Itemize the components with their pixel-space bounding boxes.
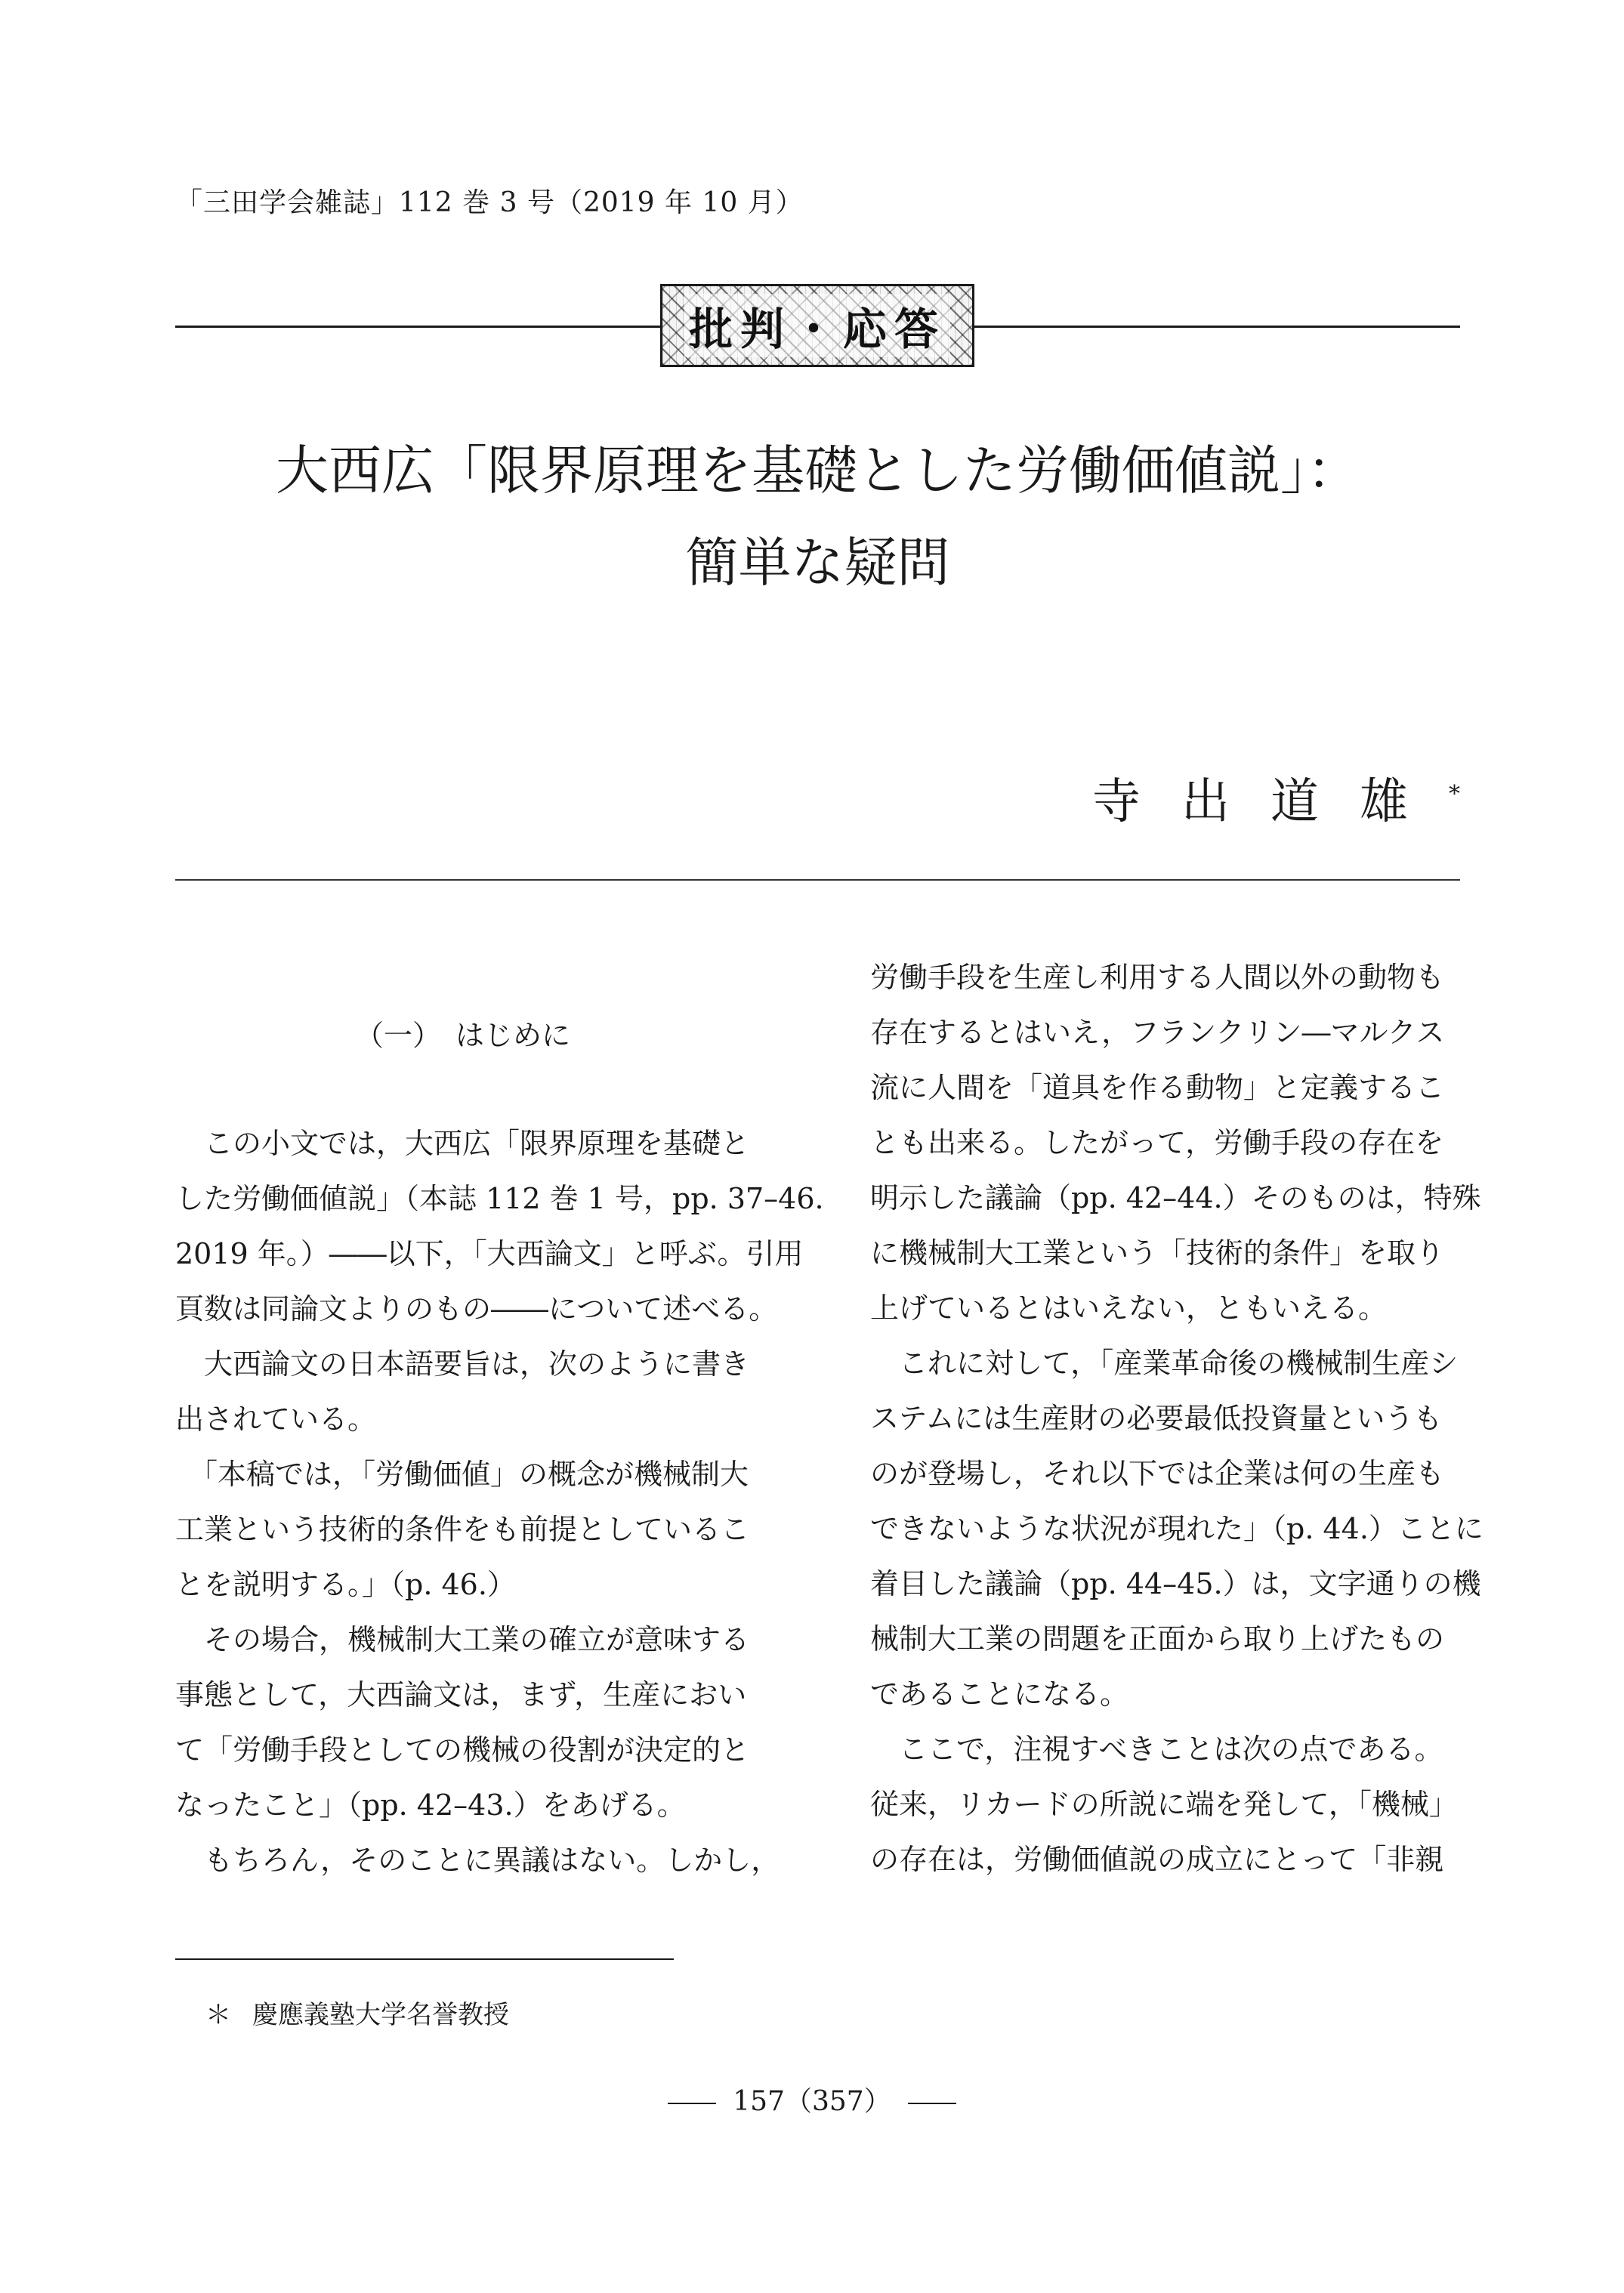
page-number-text: 157（357）: [733, 2086, 891, 2117]
paragraph-line: もちろん，そのことに異議はない。しかし，: [204, 1844, 780, 1877]
paragraph-line: 大西論文の日本語要旨は，次のように書き: [204, 1347, 750, 1381]
paragraph-line: した労働価値説」（本誌 112 巻 1 号，pp. 37–46.: [175, 1182, 824, 1215]
article-title-line2: 簡単な疑問: [685, 532, 950, 594]
paragraph-line: ここで，注視すべきことは次の点である。: [899, 1733, 1443, 1766]
paragraph-line: 労働手段を生産し利用する人間以外の動物も: [870, 961, 1445, 994]
article-title-line1: 大西広「限界原理を基礎とした労働価値説」：: [276, 440, 1360, 501]
paragraph-line: その場合，機械制大工業の確立が意味する: [204, 1623, 750, 1656]
author-footnote-mark: *: [1449, 781, 1460, 807]
body-column-right: [870, 950, 1484, 1887]
author-name: [1092, 763, 1460, 832]
paragraph-line: ステムには生産財の必要最低投資量というも: [870, 1402, 1443, 1435]
paragraph-line: 存在するとはいえ，フランクリン―マルクス: [870, 1016, 1445, 1049]
paragraph-line: これに対して，「産業革命後の機械制生産シ: [899, 1347, 1459, 1380]
body-column-left: [175, 1116, 824, 1888]
paragraph-line: であることになる。: [870, 1677, 1129, 1711]
paragraph-line: のが登場し，それ以下では企業は何の生産も: [870, 1457, 1445, 1490]
paragraph-line: 工業という技術的条件をも前提としているこ: [175, 1513, 750, 1546]
page-number-dash-right: [908, 2103, 956, 2104]
paragraph-line: 事態として，大西論文は，まず，生産におい: [175, 1678, 747, 1711]
paragraph-line: 着目した議論（pp. 44–45.）は，文字通りの機: [870, 1567, 1481, 1600]
section-label-box: [660, 284, 974, 367]
footnote-text: 慶應義塾大学名誉教授: [252, 2000, 509, 2030]
paragraph-line: 明示した議論（pp. 42–44.）そのものは，特殊: [870, 1181, 1481, 1214]
page-number-dash-left: [668, 2103, 716, 2104]
paragraph-line: 「本稿では，「労働価値」の概念が機械制大: [189, 1458, 749, 1491]
paragraph-line: の存在は，労働価値説の成立にとって「非親: [870, 1843, 1444, 1876]
journal-header: 「三田学会雑誌」112 巻 3 号（2019 年 10 月）: [175, 187, 804, 218]
paragraph-line: 械制大工業の問題を正面から取り上げたもの: [870, 1622, 1445, 1656]
page-number: [0, 2080, 1624, 2119]
footnote-rule: [175, 1958, 674, 1960]
paragraph-line: とを説明する。」（p. 46.）: [175, 1568, 516, 1601]
paragraph-line: この小文では，大西広「限界原理を基礎と: [204, 1127, 750, 1160]
paragraph-line: 上げているとはいえない，ともいえる。: [870, 1292, 1388, 1325]
paragraph-line: 流に人間を「道具を作る動物」と定義するこ: [870, 1071, 1445, 1104]
section-rule-left: [175, 326, 660, 328]
paragraph-line: できないような状況が現れた」（p. 44.）ことに: [870, 1512, 1484, 1545]
paragraph-line: とも出来る。したがって，労働手段の存在を: [870, 1126, 1444, 1159]
paragraph-line: 2019 年。）――以下，「大西論文」と呼ぶ。引用: [175, 1237, 804, 1270]
paragraph-line: 出されている。: [175, 1403, 377, 1436]
footnote: [205, 1994, 509, 2031]
paragraph-line: て「労働手段としての機械の役割が決定的と: [175, 1733, 750, 1767]
section-heading: （一） はじめに: [355, 1019, 571, 1052]
section-rule-right: [974, 326, 1460, 328]
section-label: 批判・応答: [684, 294, 950, 357]
paragraph-line: に機械制大工業という「技術的条件」を取り: [870, 1236, 1445, 1270]
paragraph-line: 従来，リカードの所説に端を発して，「機械」: [870, 1788, 1458, 1821]
paragraph-line: 頁数は同論文よりのもの――について述べる。: [175, 1292, 778, 1325]
paragraph-line: なったこと」（pp. 42–43.）をあげる。: [175, 1788, 686, 1822]
footnote-mark: ＊: [205, 2000, 231, 2030]
author-name-text: 寺出道雄: [1092, 774, 1449, 830]
header-divider: [175, 879, 1460, 881]
